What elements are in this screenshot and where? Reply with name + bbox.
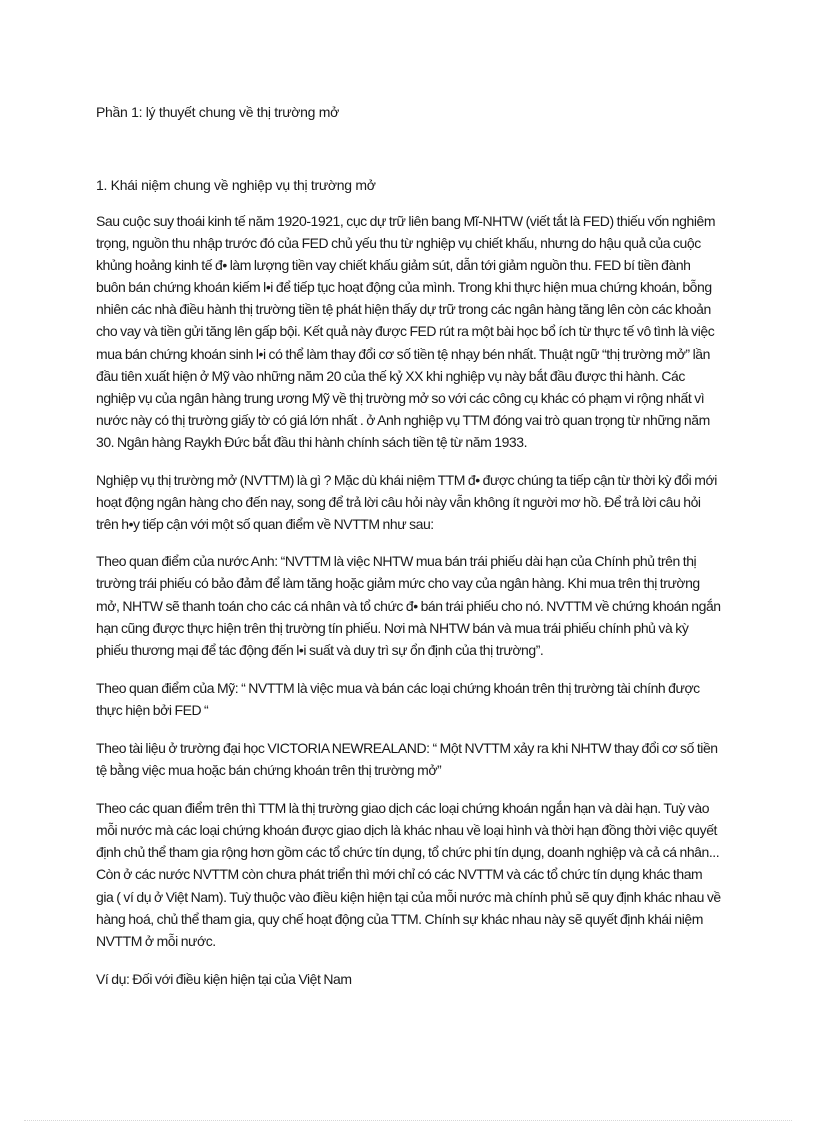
paragraph-victoria-view: Theo tài liệu ở trường đại học VICTORIA NEWREALAND: “ Một NVTTM xảy ra khi NHTW thay đổi cơ số tiền tệ bằng việc mua hoặc bán chứng khoán trên thị trường mở” xyxy=(96,739,718,779)
paragraph-us-view: Theo quan điểm của Mỹ: “ NVTTM là việc mua và bán các loại chứng khoán trên thị trường tài chính được thực hiện bởi FED “ xyxy=(96,679,700,718)
page-bottom-divider xyxy=(24,1120,792,1121)
paragraph-definition-question: Nghiệp vụ thị trường mở (NVTTM) là gì ? Mặc dù khái niệm TTM đ• được chúng ta tiếp cận từ thời kỳ đổi mới hoạt động ngân hàng cho đến nay, song để trả lời câu hỏi này vẫn không ít người mơ hồ. Để trả lời câu hỏi trên h•y tiếp cận với một số quan điểm về NVTTM như sau: xyxy=(96,472,717,533)
paragraph-history: Sau cuộc suy thoái kinh tế năm 1920-1921, cục dự trữ liên bang Mĩ-NHTW (viết tắt là FED) thiếu vốn nghiêm trọng, nguồn thu nhập trước đó của FED chủ yếu thu từ nghiệp vụ chiết khấu, nhưng do hậu quả của cuộc khủng hoảng kinh tế đ• làm lượng tiền vay chiết khấu giảm sút, dẫn tới giảm nguồn thu. FED bí tiền đành buôn bán chứng khoán kiếm l•i để tiếp tục hoạt động của mình. Trong khi thực hiện mua chứng khoán, bỗng nhiên các nhà điều hành thị trường tiền tệ phát hiện thấy dự trữ trong các ngân hàng tăng lên còn các khoản cho vay và tiền gửi tăng lên gấp bội. Kết quả này được FED rút ra một bài học bổ ích từ thực tế vô tình là việc mua bán chứng khoán sinh l•i có thể làm thay đổi cơ số tiền tệ nhạy bén nhất. Thuật ngữ “thị trường mở” lần đầu tiên xuất hiện ở Mỹ vào những năm 20 của thế kỷ XX khi nghiệp vụ này bắt đầu được thi hành. Các nghiệp vụ của ngân hàng trung ương Mỹ về thị trường mở so với các công cụ khác có phạm vi rộng nhất vì nước này có thị trường giấy tờ có giá lớn nhất . ở Anh nghiệp vụ TTM đóng vai trò quan trọng từ những năm 30. Ngân hàng Raykh Đức bắt đầu thi hành chính sách tiền tệ từ năm 1933. xyxy=(96,213,716,450)
paragraph-uk-view: Theo quan điểm của nước Anh: “NVTTM là việc NHTW mua bán trái phiếu dài hạn của Chính phủ trên thị trường trái phiếu có bảo đảm để làm tăng hoặc giảm mức cho vay của ngân hàng. Khi mua trên thị trường mở, NHTW sẽ thanh toán cho các cá nhân và tổ chức đ• bán trái phiếu cho nó. NVTTM về chứng khoán ngắn hạn cũng được thực hiện trên thị trường tín phiếu. Nơi mà NHTW bán và mua trái phiếu chính phủ và kỳ phiếu thương mại để tác động đến l•i suất và duy trì sự ổn định của thị trường”. xyxy=(96,553,721,658)
document-body xyxy=(96,176,722,1006)
section-title: 1. Khái niệm chung về nghiệp vụ thị trường mở xyxy=(96,177,376,193)
paragraph-summary: Theo các quan điểm trên thì TTM là thị trường giao dịch các loại chứng khoán ngắn hạn và dài hạn. Tuỳ vào mỗi nước mà các loại chứng khoán được giao dịch là khác nhau về loại hình và thời hạn đồng thời việc quyết định chủ thể tham gia rộng hơn gồm các tổ chức tín dụng, tổ chức phi tín dụng, doanh nghiệp và cả cá nhân... Còn ở các nước NVTTM còn chưa phát triển thì mới chỉ có các NVTTM và các tổ chức tín dụng khác tham gia ( ví dụ ở Việt Nam). Tuỳ thuộc vào điều kiện hiện tại của mỗi nước mà chính phủ sẽ quy định khác nhau về hàng hoá, chủ thể tham gia, quy chế hoạt động của TTM. Chính sự khác nhau này sẽ quyết định khái niệm NVTTM ở mỗi nước. xyxy=(96,800,721,949)
paragraph-example: Ví dụ: Đối với điều kiện hiện tại của Việt Nam xyxy=(96,970,352,987)
part-title: Phần 1: lý thuyết chung về thị trường mở xyxy=(96,104,339,120)
